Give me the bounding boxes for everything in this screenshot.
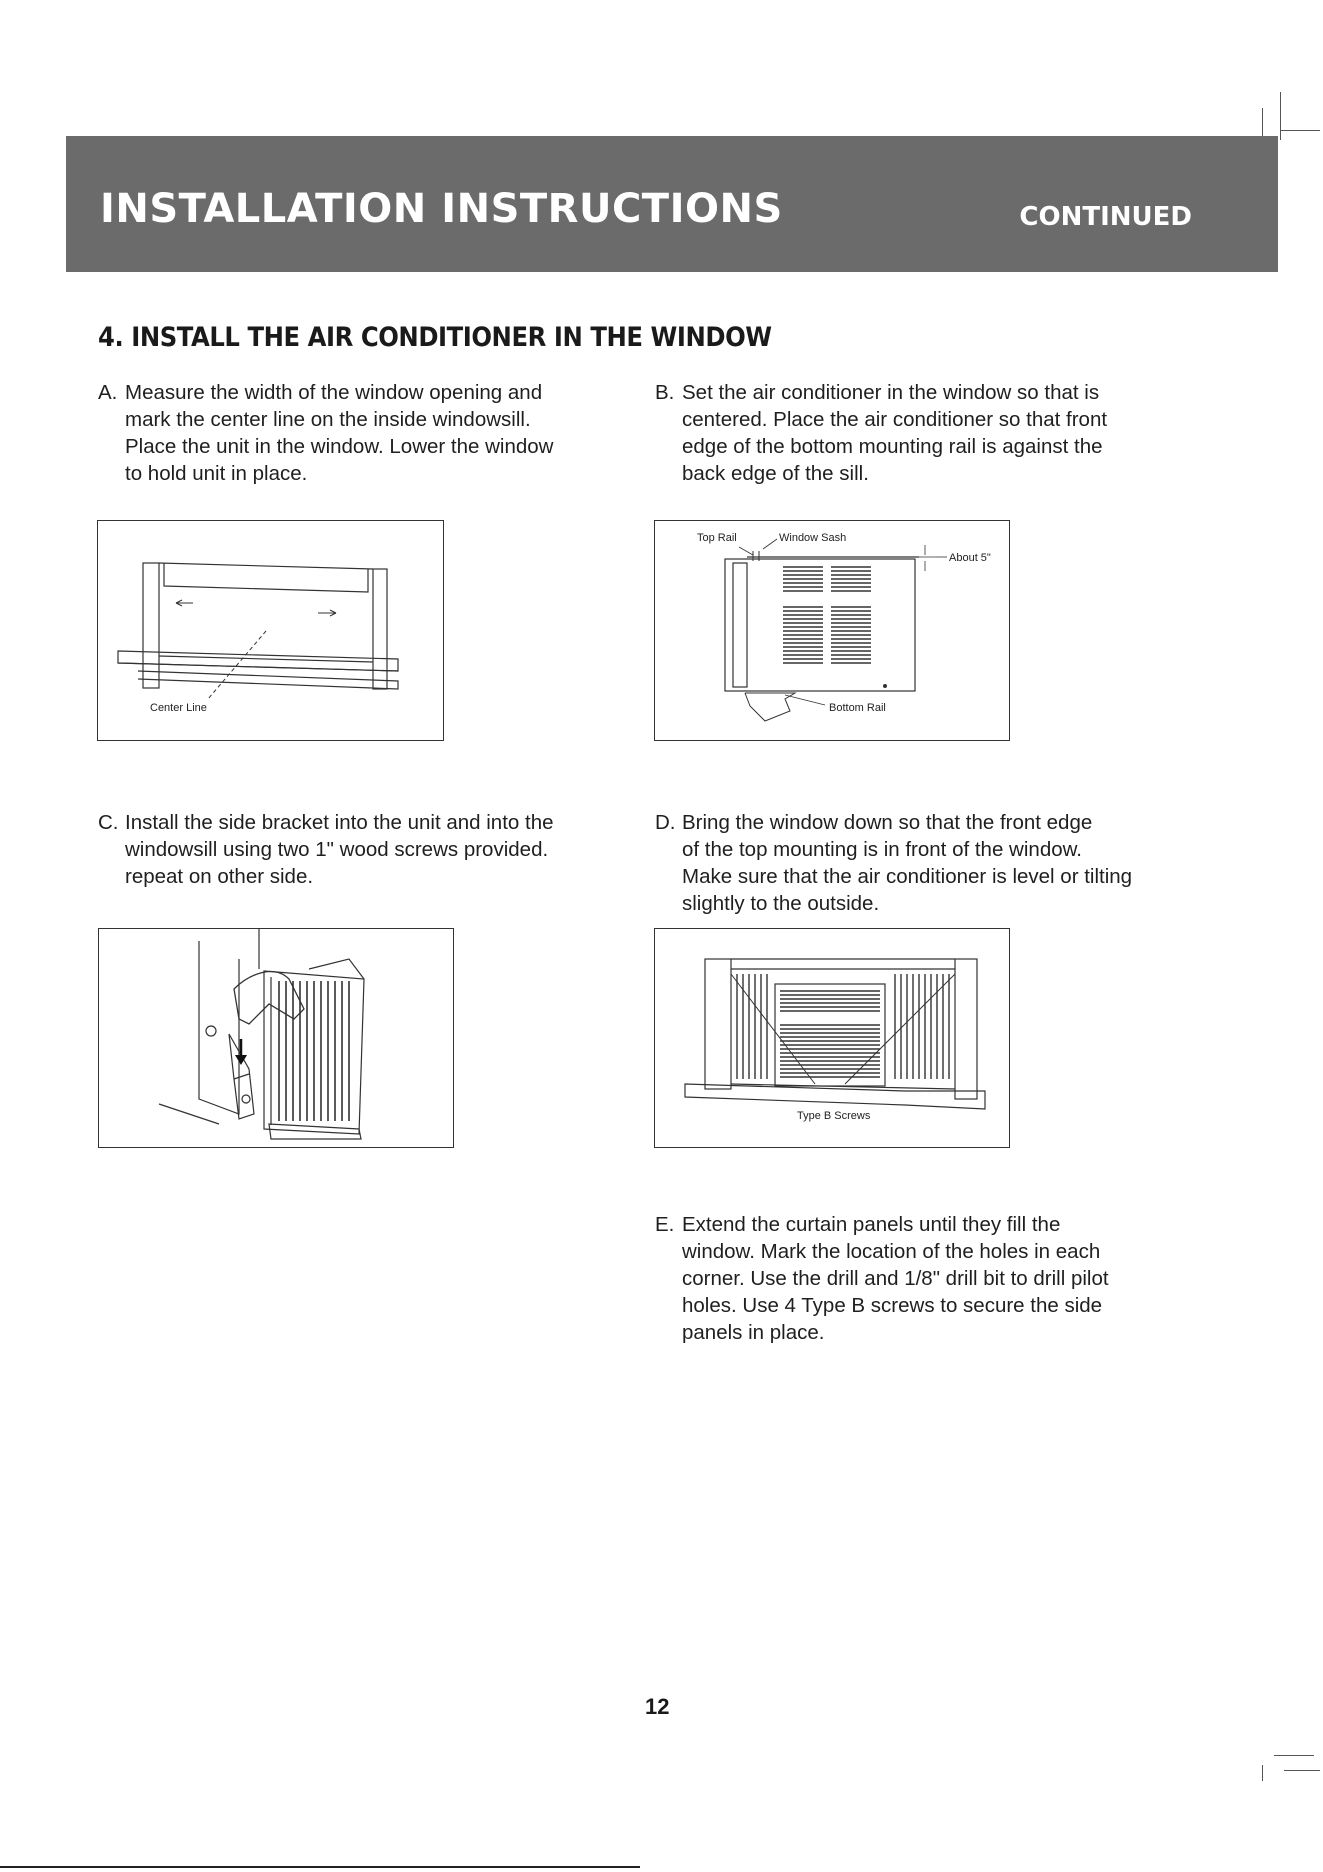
step-label: E.: [655, 1213, 675, 1236]
figure-ac-in-window: [654, 520, 1010, 741]
step-label: D.: [655, 811, 676, 834]
step-text-line: Make sure that the air conditioner is level or tilting: [682, 865, 1133, 888]
step-label: B.: [655, 381, 675, 404]
window-illustration: [98, 521, 445, 742]
step-text-line: window. Mark the location of the holes in each: [682, 1240, 1101, 1263]
step-text-line: back edge of the sill.: [682, 462, 869, 485]
step-text-line: repeat on other side.: [125, 865, 314, 888]
step-text-line: holes. Use 4 Type B screws to secure the side: [682, 1294, 1103, 1317]
step-text-line: centered. Place the air conditioner so that front: [682, 408, 1108, 431]
crop-mark: [1274, 1755, 1314, 1756]
step-text-line: of the top mounting is in front of the window.: [682, 838, 1082, 861]
step-b: [655, 379, 1215, 487]
about-label: About 5": [949, 552, 991, 564]
step-text-line: Measure the width of the window opening and: [125, 381, 543, 404]
step-text-line: Place the unit in the window. Lower the window: [125, 435, 554, 458]
step-text-line: mark the center line on the inside windowsill.: [125, 408, 531, 431]
step-text-line: Bring the window down so that the front edge: [682, 811, 1093, 834]
step-c: [98, 809, 658, 890]
step-text-line: edge of the bottom mounting rail is against the: [682, 435, 1103, 458]
center-line-label: Center Line: [150, 702, 207, 714]
crop-mark: [1280, 92, 1281, 140]
header-banner: [66, 136, 1278, 272]
crop-mark: [1262, 1765, 1263, 1781]
step-text-line: corner. Use the drill and 1/8" drill bit to drill pilot: [682, 1267, 1109, 1290]
section-heading: 4. INSTALL THE AIR CONDITIONER IN THE WINDOW: [98, 322, 772, 353]
step-a: [98, 379, 658, 487]
step-d: [655, 809, 1215, 917]
figure-window-center-line: [97, 520, 444, 741]
crop-mark: [1280, 130, 1320, 131]
step-text-line: slightly to the outside.: [682, 892, 880, 915]
crop-mark: [1284, 1770, 1320, 1771]
bracket-illustration: [99, 929, 455, 1149]
window-sash-label: Window Sash: [779, 532, 847, 544]
bottom-rail-label: Bottom Rail: [829, 702, 886, 714]
page-number: 12: [645, 1694, 670, 1719]
top-rail-label: Top Rail: [697, 532, 737, 544]
step-text-line: Extend the curtain panels until they fill the: [682, 1213, 1061, 1236]
step-text-line: Install the side bracket into the unit and into the: [125, 811, 554, 834]
step-e: [655, 1211, 1215, 1346]
page-subtitle: CONTINUED: [1019, 202, 1192, 232]
ac-front-illustration: [655, 929, 1011, 1149]
type-b-screws-label: Type B Screws: [797, 1110, 871, 1122]
step-text-line: windowsill using two 1" wood screws provided.: [125, 838, 549, 861]
ac-side-illustration: [655, 521, 1011, 742]
figure-side-bracket: [98, 928, 454, 1148]
figure-ac-front-view: [654, 928, 1010, 1148]
step-text-line: panels in place.: [682, 1321, 825, 1344]
page-title: INSTALLATION INSTRUCTIONS: [100, 186, 783, 232]
step-text-line: Set the air conditioner in the window so that is: [682, 381, 1100, 404]
bottom-divider: [0, 1866, 640, 1868]
step-label: C.: [98, 811, 119, 834]
step-text-line: to hold unit in place.: [125, 462, 308, 485]
step-label: A.: [98, 381, 118, 404]
